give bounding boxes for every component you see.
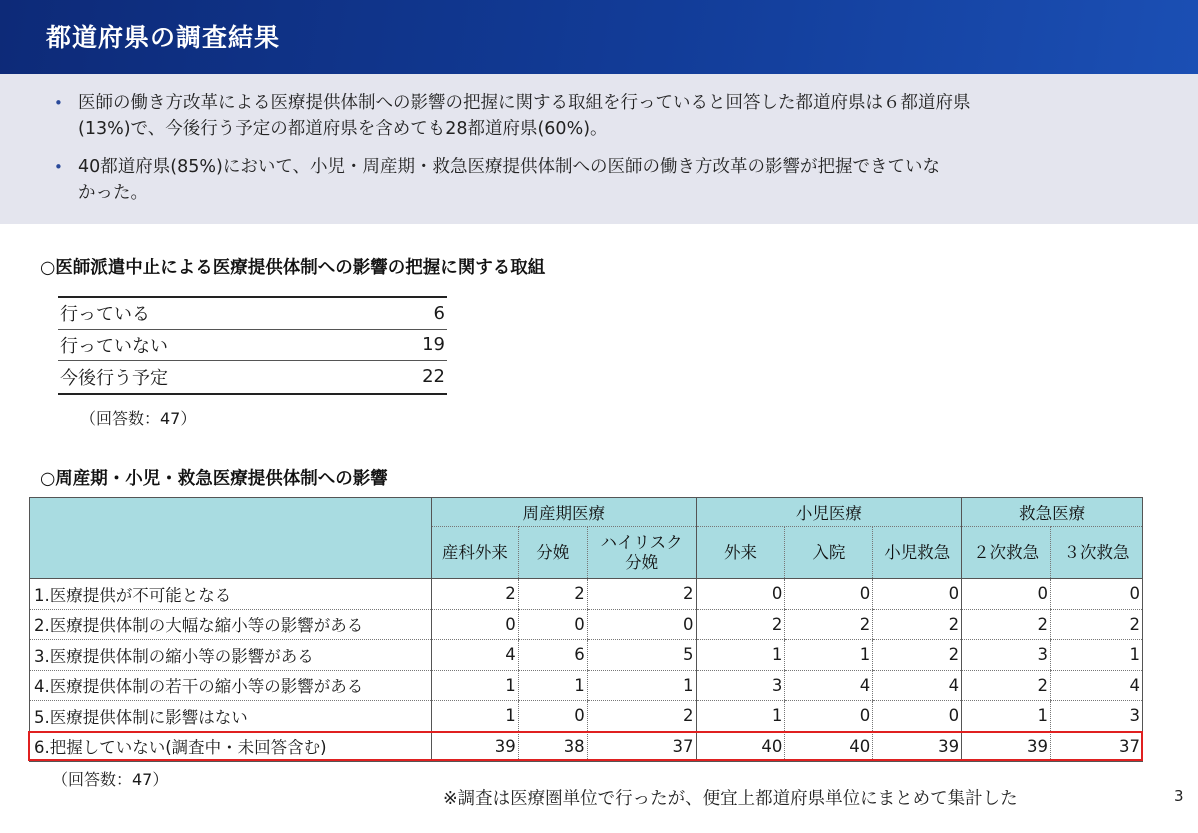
table-cell: 3 <box>962 640 1051 671</box>
table-cell: 2 <box>873 640 962 671</box>
row-label: 1.医療提供が不可能となる <box>30 579 432 610</box>
summary-bullet <box>54 154 1164 206</box>
table-row <box>30 640 1143 671</box>
table-cell: 1 <box>518 670 587 701</box>
bullet-line: かった。 <box>78 183 148 203</box>
table-cell: 6 <box>518 640 587 671</box>
table-cell: 0 <box>431 609 518 640</box>
section2-title: ○周産期・小児・救急医療提供体制への影響 <box>40 469 388 489</box>
table-cell: 2 <box>587 701 696 732</box>
column-header: 入院 <box>785 527 873 579</box>
table-cell: 39 <box>873 731 962 762</box>
table-cell: 1 <box>431 670 518 701</box>
bullet-line: 医師の働き方改革による医療提供体制への影響の把握に関する取組を行っていると回答した都道府県は６都道府県 <box>78 93 971 113</box>
table-cell: 2 <box>962 609 1051 640</box>
row-value: 22 <box>422 366 445 388</box>
table-cell: 0 <box>518 609 587 640</box>
group-header: 救急医療 <box>962 498 1143 527</box>
table-cell: 2 <box>696 609 785 640</box>
response-count: （回答数：47） <box>52 770 169 789</box>
summary-box <box>0 74 1198 224</box>
column-header: ３次救急 <box>1051 527 1143 579</box>
row-label: 4.医療提供体制の若干の縮小等の影響がある <box>30 670 432 701</box>
table-cell: 0 <box>587 609 696 640</box>
row-value: 6 <box>433 302 445 324</box>
table-cell: 39 <box>431 731 518 762</box>
table-cell: 0 <box>785 701 873 732</box>
table-row <box>58 361 447 393</box>
row-label: 今後行う予定 <box>60 367 168 389</box>
table-cell: 1 <box>785 640 873 671</box>
column-header: 小児救急 <box>873 527 962 579</box>
table-cell: 0 <box>785 579 873 610</box>
column-header: ２次救急 <box>962 527 1051 579</box>
row-label: 6.把握していない(調査中・未回答含む) <box>34 738 327 758</box>
table-cell: 3 <box>1051 701 1143 732</box>
header-blank-cell <box>30 498 432 579</box>
row-label: 5.医療提供体制に影響はない <box>30 701 432 732</box>
table-cell: 1 <box>696 640 785 671</box>
header-banner <box>0 0 1198 74</box>
table-row <box>30 701 1143 732</box>
table-cell: 1 <box>587 670 696 701</box>
table-row <box>58 298 447 330</box>
table-row <box>30 609 1143 640</box>
table-cell: 4 <box>431 640 518 671</box>
table-cell: 40 <box>696 731 785 762</box>
table-cell: 4 <box>1051 670 1143 701</box>
bullet-marker: • <box>54 94 63 112</box>
table-cell: 1 <box>962 701 1051 732</box>
response-count: （回答数：47） <box>80 409 197 428</box>
row-label: 行っていない <box>60 335 168 357</box>
table-row <box>58 330 447 362</box>
table-cell: 0 <box>518 701 587 732</box>
summary-bullet <box>54 90 1164 142</box>
table-cell: 37 <box>587 731 696 762</box>
column-header <box>587 527 696 579</box>
column-header: 分娩 <box>518 527 587 579</box>
footnote: ※調査は医療圏単位で行ったが、便宜上都道府県単位にまとめて集計した <box>443 789 1018 809</box>
page-title: 都道府県の調査結果 <box>46 23 281 52</box>
table-cell: 1 <box>431 701 518 732</box>
table-cell: 3 <box>696 670 785 701</box>
table-row <box>30 579 1143 610</box>
row-value: 19 <box>422 334 445 356</box>
table-cell: 4 <box>785 670 873 701</box>
table-cell: 38 <box>518 731 587 762</box>
table-cell: 1 <box>1051 640 1143 671</box>
row-label: 行っている <box>60 304 150 326</box>
bullet-line: (13%)で、今後行う予定の都道府県を含めても28都道府県(60%)。 <box>78 119 608 139</box>
row-label: 2.医療提供体制の大幅な縮小等の影響がある <box>30 609 432 640</box>
table-cell: 0 <box>873 701 962 732</box>
table-cell: 39 <box>962 731 1051 762</box>
bullet-line: 40都道府県(85%)において、小児・周産期・救急医療提供体制への医師の働き方改革の影響が把握できていな <box>78 157 940 177</box>
table-row-highlighted <box>30 731 1143 762</box>
column-header-line: 分娩 <box>625 552 659 572</box>
table-cell: 2 <box>785 609 873 640</box>
page-number: 3 <box>1174 787 1184 805</box>
group-header: 小児医療 <box>696 498 962 527</box>
table-cell: 0 <box>696 579 785 610</box>
column-header: 外来 <box>696 527 785 579</box>
table-cell: 2 <box>962 670 1051 701</box>
group-header: 周産期医療 <box>431 498 696 527</box>
initiative-table <box>58 296 447 395</box>
table-cell: 2 <box>873 609 962 640</box>
table-cell: 2 <box>518 579 587 610</box>
table-cell: 0 <box>1051 579 1143 610</box>
table-cell: 2 <box>1051 609 1143 640</box>
table-cell: 37 <box>1051 731 1143 762</box>
table-cell: 40 <box>785 731 873 762</box>
impact-table <box>29 497 1143 762</box>
table-cell: 0 <box>962 579 1051 610</box>
table-cell: 2 <box>587 579 696 610</box>
row-label: 3.医療提供体制の縮小等の影響がある <box>30 640 432 671</box>
table-row <box>30 670 1143 701</box>
table-cell: 0 <box>873 579 962 610</box>
column-header: 産科外来 <box>431 527 518 579</box>
column-header-line: ハイリスク <box>600 532 683 552</box>
table-cell: 5 <box>587 640 696 671</box>
table-cell: 1 <box>696 701 785 732</box>
table-cell: 2 <box>431 579 518 610</box>
section1-title: ○医師派遣中止による医療提供体制への影響の把握に関する取組 <box>40 258 546 278</box>
table-cell: 4 <box>873 670 962 701</box>
bullet-marker: • <box>54 158 63 176</box>
